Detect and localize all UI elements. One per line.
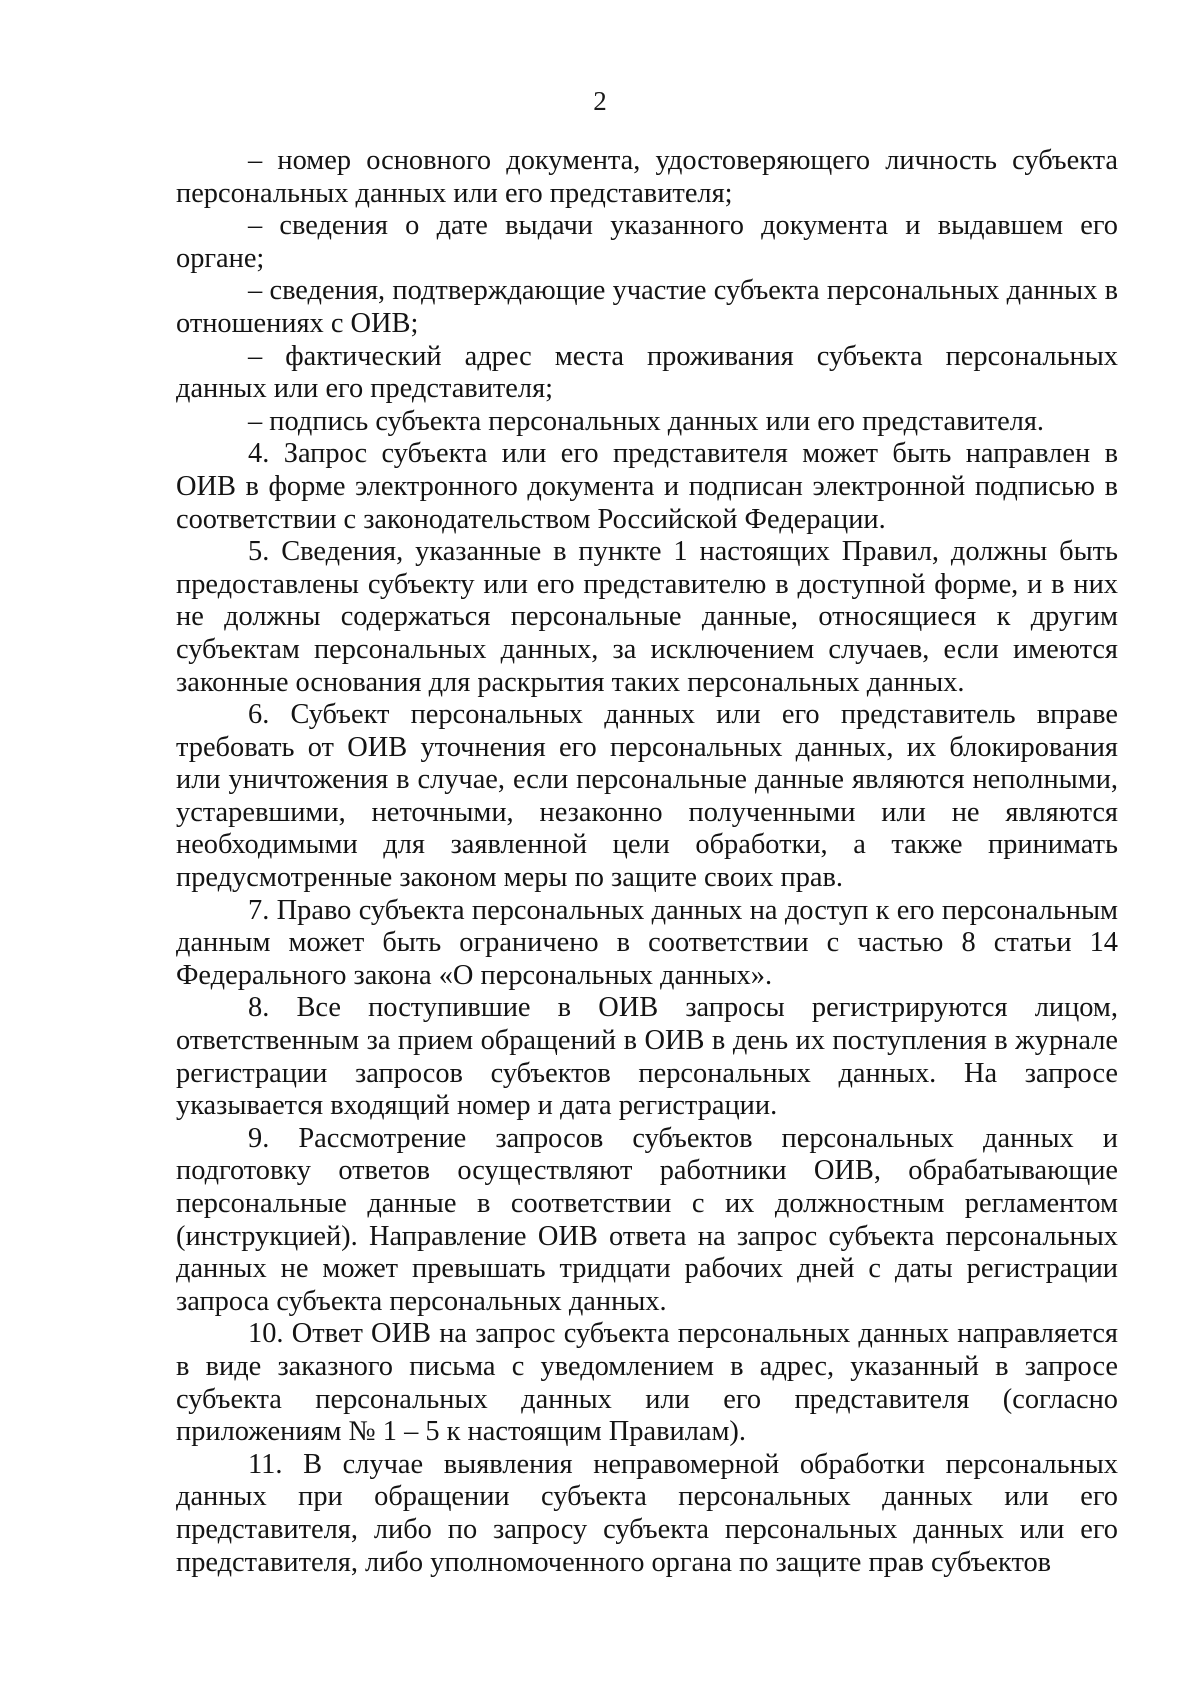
clause-4: 4. Запрос субъекта или его представителя может быть направлен в ОИВ в форме электронного документа и подписан электронной подписью в соответствии с законодательством Российской Федерации.	[176, 438, 1118, 535]
clause-11: 11. В случае выявления неправомерной обработки персональных данных при обращении субъекта персональных данных или его представителя, либо по запросу субъекта персональных данных или его представителя, либо уполномоченного органа по защите прав субъектов	[176, 1448, 1118, 1578]
list-item-issue-date: – сведения о дате выдачи указанного документа и выдавшем его органе;	[176, 210, 1118, 274]
page-number: 2	[593, 86, 607, 116]
list-item-signature: – подпись субъекта персональных данных или его представителя.	[248, 405, 1045, 437]
clause-9: 9. Рассмотрение запросов субъектов персональных данных и подготовку ответов осуществляют работники ОИВ, обрабатывающие персональные данные в соответствии с их должностным регламентом (инструкцией). Направление ОИВ ответа на запрос субъекта персональных данных не может превышать тридцати рабочих дней с даты регистрации запроса субъекта персональных данных.	[176, 1122, 1118, 1317]
clause-5: 5. Сведения, указанные в пункте 1 настоящих Правил, должны быть предоставлены субъекту или его представителю в доступной форме, и в них не должны содержаться персональные данные, относящиеся к другим субъектам персональных данных, за исключением случаев, если имеются законные основания для раскрытия таких персональных данных.	[176, 536, 1118, 698]
clause-8: 8. Все поступившие в ОИВ запросы регистрируются лицом, ответственным за прием обращений в ОИВ в день их поступления в журнале регистрации запросов субъектов персональных данных. На запросе указывается входящий номер и дата регистрации.	[176, 992, 1118, 1122]
list-item-participation: – сведения, подтверждающие участие субъекта персональных данных в отношениях с ОИВ;	[176, 275, 1118, 339]
list-item-address: – фактический адрес места проживания субъекта персональных данных или его представителя;	[176, 340, 1118, 405]
clause-6: 6. Субъект персональных данных или его представитель вправе требовать от ОИВ уточнения его персональных данных, их блокирования или уничтожения в случае, если персональные данные являются неполными, устаревшими, неточными, незаконно полученными или не являются необходимыми для заявленной цели обработки, а также принимать предусмотренные законом меры по защите своих прав.	[176, 699, 1118, 894]
document-body	[176, 145, 1118, 1579]
clause-10: 10. Ответ ОИВ на запрос субъекта персональных данных направляется в виде заказного письма с уведомлением в адрес, указанный в запросе субъекта персональных данных или его представителя (согласно приложениям № 1 – 5 к настоящим Правилам).	[176, 1318, 1118, 1448]
list-item-document-number: – номер основного документа, удостоверяющего личность субъекта персональных данных или его представителя;	[176, 145, 1118, 209]
clause-7: 7. Право субъекта персональных данных на доступ к его персональным данным может быть ограничено в соответствии с частью 8 статьи 14 Федерального закона «О персональных данных».	[176, 894, 1118, 991]
